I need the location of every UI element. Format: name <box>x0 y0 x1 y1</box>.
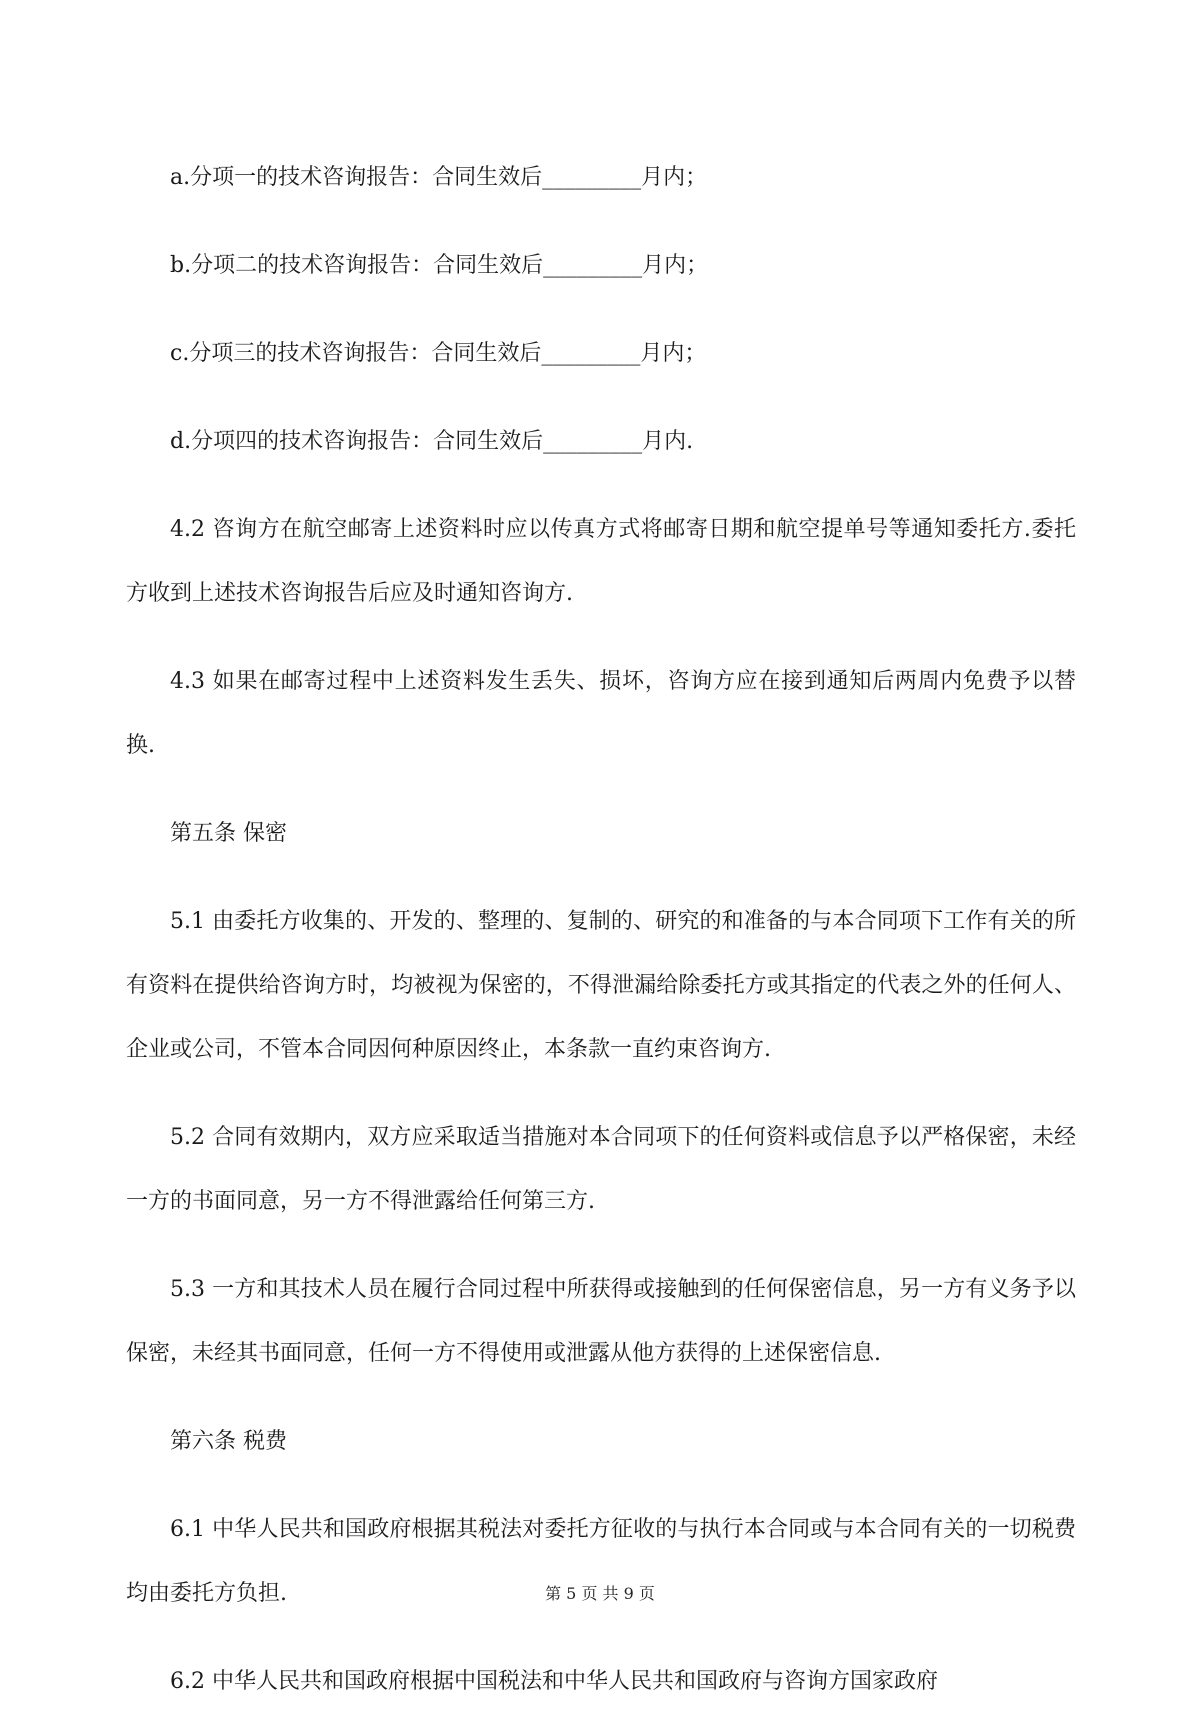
page-number-footer: 第 5 页 共 9 页 <box>545 1584 655 1603</box>
clause-4-2: 4.2 咨询方在航空邮寄上述资料时应以传真方式将邮寄日期和航空提单号等通知委托方.委托方收到上述技术咨询报告后应及时通知咨询方. <box>126 517 1076 606</box>
document-body <box>126 146 1076 1714</box>
clause-4-1-item-c: c.分项三的技术咨询报告：合同生效后_________月内； <box>170 341 707 366</box>
clause-5-2: 5.2 合同有效期内，双方应采取适当措施对本合同项下的任何资料或信息予以严格保密，未经一方的书面同意，另一方不得泄露给任何第三方. <box>126 1125 1076 1214</box>
clause-6-2: 6.2 中华人民共和国政府根据中国税法和中华人民共和国政府与咨询方国家政府 <box>170 1669 938 1694</box>
clause-4-1-item-a: a.分项一的技术咨询报告：合同生效后_________月内； <box>170 165 708 190</box>
clause-5-3: 5.3 一方和其技术人员在履行合同过程中所获得或接触到的任何保密信息，另一方有义务予以保密，未经其书面同意，任何一方不得使用或泄露从他方获得的上述保密信息. <box>126 1277 1076 1366</box>
clause-6-1: 6.1 中华人民共和国政府根据其税法对委托方征收的与执行本合同或与本合同有关的一切税费均由委托方负担. <box>126 1517 1076 1606</box>
clause-5-1: 5.1 由委托方收集的、开发的、整理的、复制的、研究的和准备的与本合同项下工作有关的所有资料在提供给咨询方时，均被视为保密的，不得泄漏给除委托方或其指定的代表之外的任何人、企业或公司，不管本合同因何种原因终止，本条款一直约束咨询方. <box>126 909 1076 1062</box>
clause-4-3: 4.3 如果在邮寄过程中上述资料发生丢失、损坏，咨询方应在接到通知后两周内免费予以替换. <box>126 669 1076 758</box>
article-5-heading: 第五条 保密 <box>170 821 287 846</box>
clause-4-1-item-d: d.分项四的技术咨询报告：合同生效后_________月内. <box>170 429 694 454</box>
clause-4-1-item-b: b.分项二的技术咨询报告：合同生效后_________月内； <box>170 253 709 278</box>
article-6-heading: 第六条 税费 <box>170 1429 287 1454</box>
